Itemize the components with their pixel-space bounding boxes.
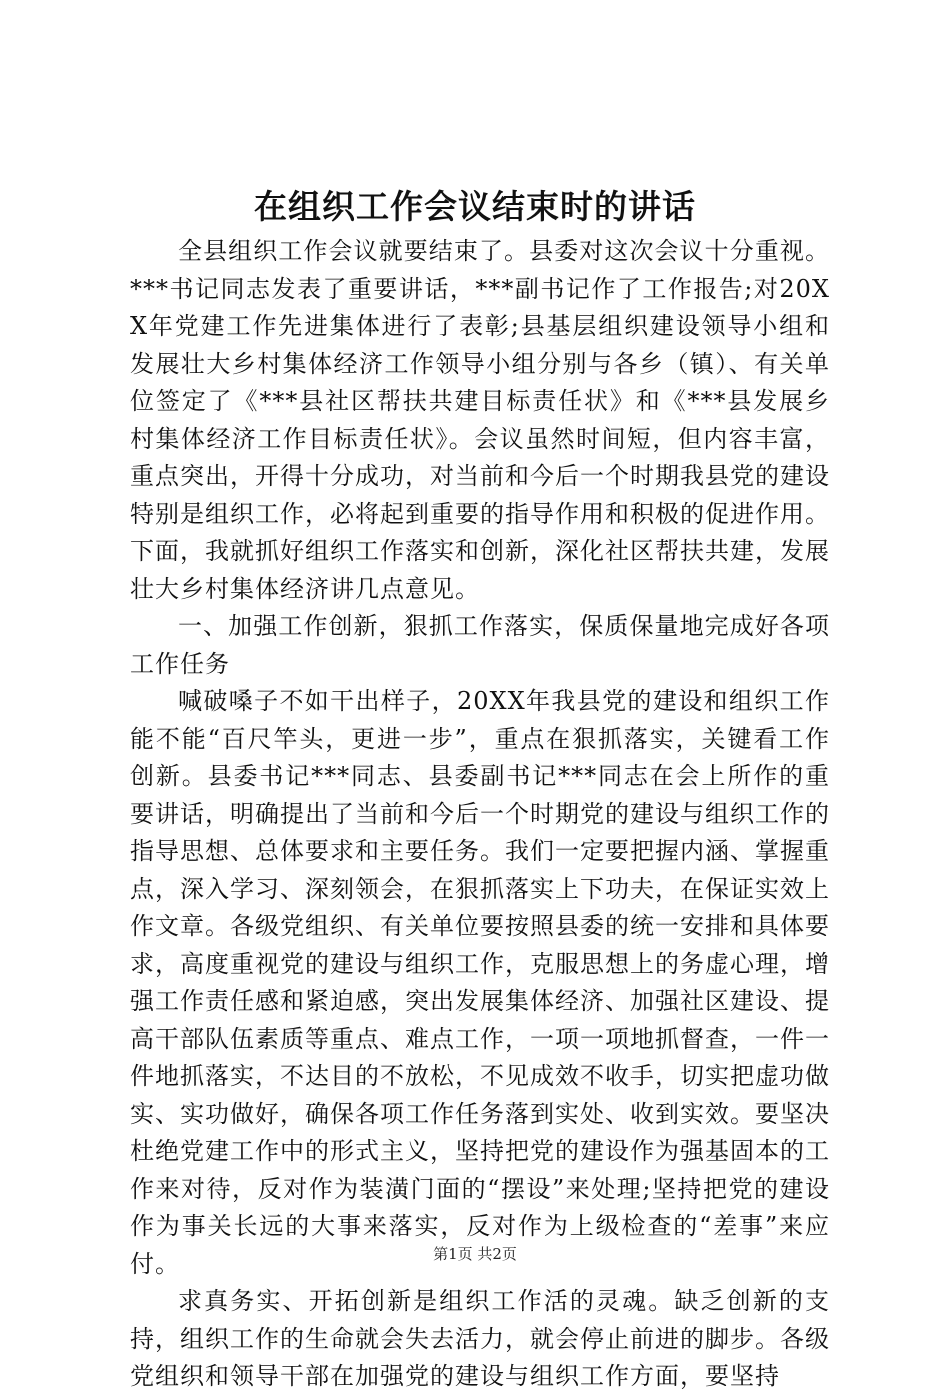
- paragraph-intro: 全县组织工作会议就要结束了。县委对这次会议十分重视。***书记同志发表了重要讲话，***副书记作了工作报告;对20XX年党建工作先进集体进行了表彰;县基层组织建设领导小组和发展壮大乡村集体经济工作领导小组分别与各乡（镇）、有关单位签定了《***县社区帮扶共建目标责任状》和《***县发展乡村集体经济工作目标责任状》。会议虽然时间短，但内容丰富，重点突出，开得十分成功，对当前和今后一个时期我县党的建设特别是组织工作，必将起到重要的指导作用和积极的促进作用。下面，我就抓好组织工作落实和创新，深化社区帮扶共建，发展壮大乡村集体经济讲几点意见。: [130, 237, 830, 603]
- paragraph-innovation: 求真务实、开拓创新是组织工作活的灵魂。缺乏创新的支持，组织工作的生命就会失去活力，就会停止前进的脚步。各级党组织和领导干部在加强党的建设与组织工作方面，要坚持: [130, 1287, 830, 1390]
- document-title: 在组织工作会议结束时的讲话: [254, 187, 696, 226]
- document-body: [130, 233, 830, 1396]
- paragraph-implementation: 喊破嗓子不如干出样子，20XX年我县党的建设和组织工作能不能“百尺竿头，更进一步”，重点在狠抓落实，关键看工作创新。县委书记***同志、县委副书记***同志在会上所作的重要讲话，明确提出了当前和今后一个时期党的建设与组织工作的指导思想、总体要求和主要任务。我们一定要把握内涵、掌握重点，深入学习、深刻领会，在狠抓落实上下功夫，在保证实效上作文章。各级党组织、有关单位要按照县委的统一安排和具体要求，高度重视党的建设与组织工作，克服思想上的务虚心理，增强工作责任感和紧迫感，突出发展集体经济、加强社区建设、提高干部队伍素质等重点、难点工作，一项一项地抓督查，一件一件地抓落实，不达目的不放松，不见成效不收手，切实把虚功做实、实功做好，确保各项工作任务落到实处、收到实效。要坚决杜绝党建工作中的形式主义，坚持把党的建设作为强基固本的工作来对待，反对作为装潢门面的“摆设”来处理;坚持把党的建设作为事关长远的大事来落实，反对作为上级检查的“差事”来应付。: [130, 687, 830, 1278]
- page-number-footer: 第1页 共2页: [433, 1245, 517, 1263]
- section-heading-1: 一、加强工作创新，狠抓工作落实，保质保量地完成好各项工作任务: [130, 612, 830, 678]
